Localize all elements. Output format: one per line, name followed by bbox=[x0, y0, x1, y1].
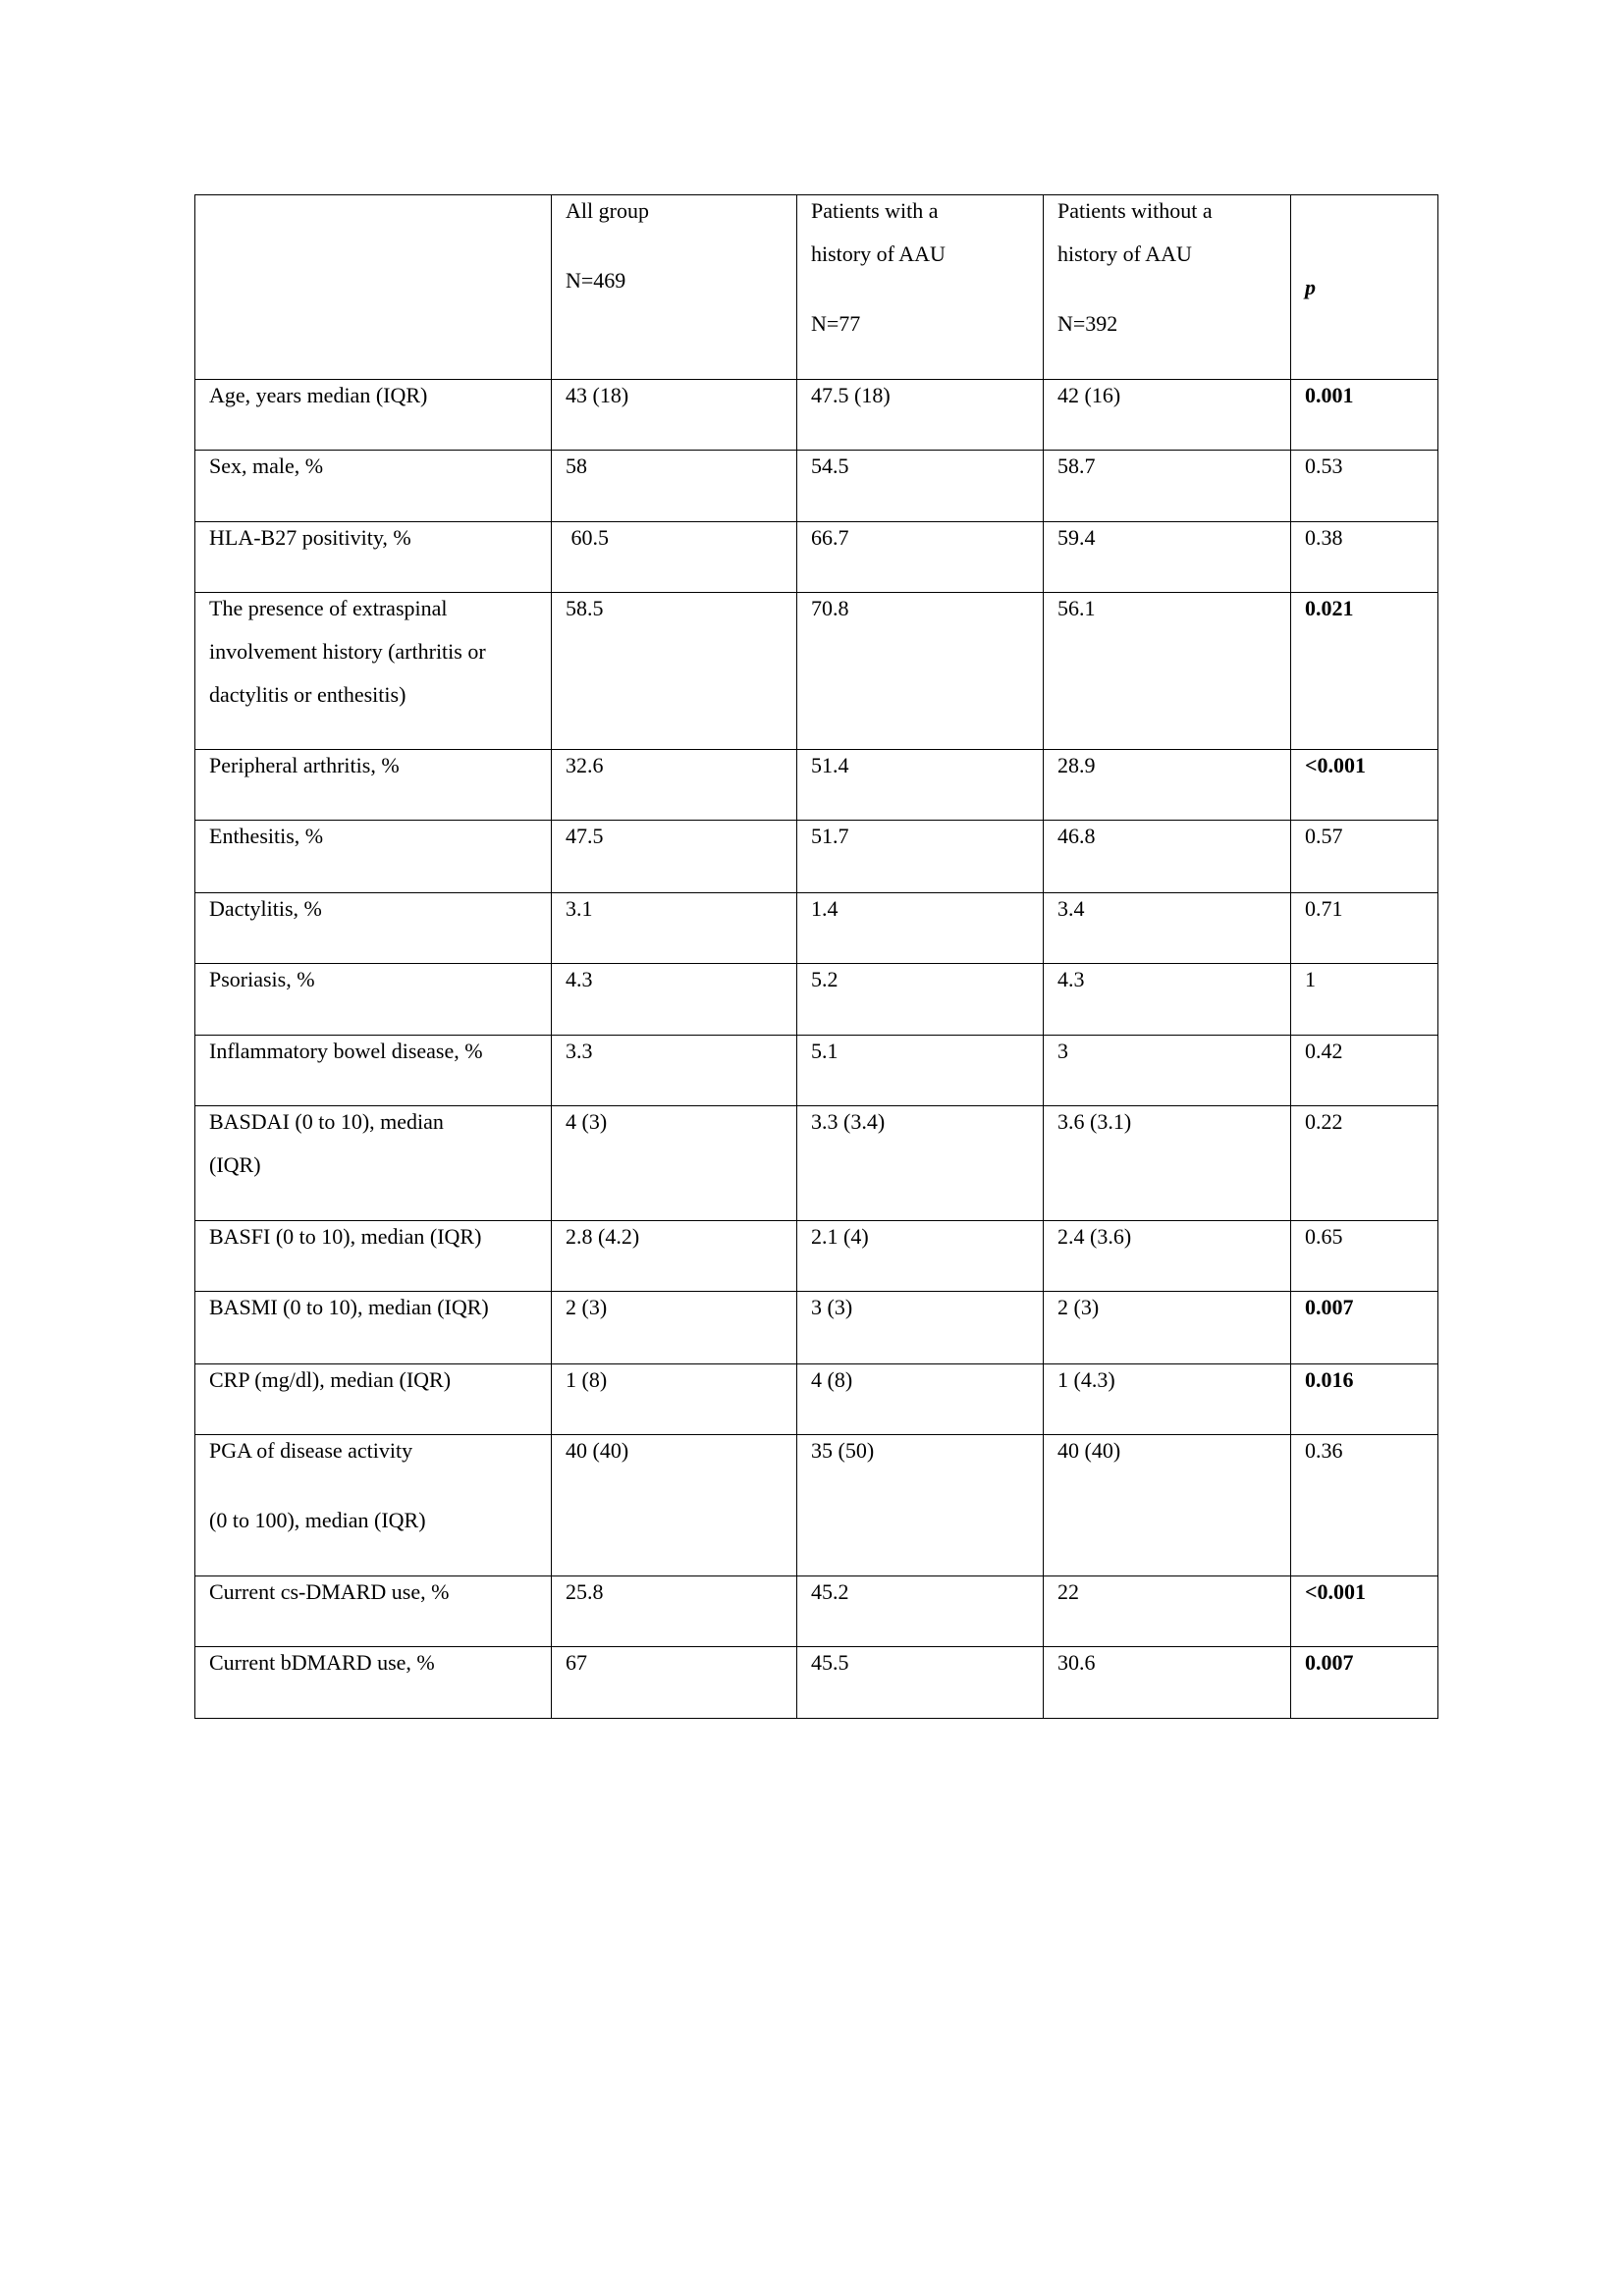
cell-with bbox=[797, 964, 1044, 1036]
table-row bbox=[195, 964, 1438, 1036]
cell-value: 3.3 bbox=[566, 1039, 593, 1063]
cell-all bbox=[552, 821, 797, 893]
cell-value: 3 bbox=[1057, 1039, 1068, 1063]
cell-value: 58 bbox=[566, 454, 587, 478]
text-line: Inflammatory bowel disease, % bbox=[209, 1039, 483, 1063]
cell-value: 1 bbox=[1305, 967, 1316, 991]
cell-all bbox=[552, 1292, 797, 1364]
cell-value: 45.5 bbox=[811, 1650, 849, 1675]
cell-value: 0.53 bbox=[1305, 454, 1343, 478]
cell-without bbox=[1044, 380, 1291, 451]
cell-p bbox=[1291, 964, 1438, 1036]
row-label bbox=[195, 451, 552, 522]
cell-with bbox=[797, 451, 1044, 522]
cell-p bbox=[1291, 1106, 1438, 1221]
table-row bbox=[195, 1106, 1438, 1221]
cell-value: 47.5 bbox=[566, 824, 604, 848]
row-label bbox=[195, 1292, 552, 1364]
cell-without bbox=[1044, 1364, 1291, 1435]
text-line: Peripheral arthritis, % bbox=[209, 753, 400, 777]
table-row bbox=[195, 1036, 1438, 1106]
text-line: involvement history (arthritis or bbox=[209, 639, 486, 664]
patient-characteristics-table bbox=[194, 194, 1438, 1719]
cell-value: 0.71 bbox=[1305, 896, 1343, 921]
cell-value: 4 (8) bbox=[811, 1367, 853, 1392]
text-line: N=392 bbox=[1057, 311, 1118, 336]
cell-value: 3.6 (3.1) bbox=[1057, 1109, 1132, 1134]
text-line: (0 to 100), median (IQR) bbox=[209, 1508, 426, 1532]
cell-all bbox=[552, 1364, 797, 1435]
cell-value: 4 (3) bbox=[566, 1109, 608, 1134]
cell-p bbox=[1291, 1576, 1438, 1647]
cell-all bbox=[552, 1221, 797, 1292]
text-line: BASFI (0 to 10), median (IQR) bbox=[209, 1224, 482, 1249]
table-row bbox=[195, 1221, 1438, 1292]
cell-without bbox=[1044, 1106, 1291, 1221]
cell-all bbox=[552, 1576, 797, 1647]
cell-with bbox=[797, 893, 1044, 964]
cell-value: 3.1 bbox=[566, 896, 593, 921]
row-label bbox=[195, 1647, 552, 1719]
cell-p bbox=[1291, 1221, 1438, 1292]
cell-value: 25.8 bbox=[566, 1579, 604, 1604]
text-line bbox=[209, 1472, 537, 1499]
cell-value: 0.021 bbox=[1305, 596, 1354, 620]
cell-value: 0.36 bbox=[1305, 1438, 1343, 1463]
cell-value: 43 (18) bbox=[566, 383, 629, 407]
cell-with bbox=[797, 1435, 1044, 1576]
text-line: All group bbox=[566, 198, 649, 223]
header-row bbox=[195, 195, 1438, 380]
cell-value: 0.65 bbox=[1305, 1224, 1343, 1249]
cell-value: 0.007 bbox=[1305, 1650, 1354, 1675]
text-line: (IQR) bbox=[209, 1152, 261, 1177]
cell-value: 2 (3) bbox=[566, 1295, 608, 1319]
text-line: BASDAI (0 to 10), median bbox=[209, 1109, 444, 1134]
cell-without bbox=[1044, 821, 1291, 893]
cell-p bbox=[1291, 1647, 1438, 1719]
table-row bbox=[195, 1576, 1438, 1647]
cell-without bbox=[1044, 593, 1291, 750]
cell-value: 2.1 (4) bbox=[811, 1224, 869, 1249]
table-row bbox=[195, 522, 1438, 593]
cell-value: 1.4 bbox=[811, 896, 839, 921]
text-line: HLA-B27 positivity, % bbox=[209, 525, 411, 550]
cell-without bbox=[1044, 1036, 1291, 1106]
cell-value: 47.5 (18) bbox=[811, 383, 891, 407]
row-label bbox=[195, 1036, 552, 1106]
cell-value: <0.001 bbox=[1305, 753, 1367, 777]
cell-value: 2.4 (3.6) bbox=[1057, 1224, 1132, 1249]
cell-value: 0.42 bbox=[1305, 1039, 1343, 1063]
cell-all bbox=[552, 964, 797, 1036]
cell-all bbox=[552, 1106, 797, 1221]
cell-all bbox=[552, 522, 797, 593]
text-line bbox=[811, 276, 1029, 302]
cell-p bbox=[1291, 380, 1438, 451]
cell-value: 67 bbox=[566, 1650, 587, 1675]
cell-without bbox=[1044, 1435, 1291, 1576]
cell-without bbox=[1044, 1576, 1291, 1647]
cell-without bbox=[1044, 522, 1291, 593]
table-row bbox=[195, 1435, 1438, 1576]
row-label bbox=[195, 964, 552, 1036]
cell-value: 54.5 bbox=[811, 454, 849, 478]
cell-with bbox=[797, 1364, 1044, 1435]
cell-value: 1 (8) bbox=[566, 1367, 608, 1392]
cell-p bbox=[1291, 1364, 1438, 1435]
cell-with bbox=[797, 1292, 1044, 1364]
cell-value: 1 (4.3) bbox=[1057, 1367, 1115, 1392]
row-label bbox=[195, 750, 552, 821]
text-line bbox=[566, 233, 783, 259]
cell-with bbox=[797, 522, 1044, 593]
cell-all bbox=[552, 1036, 797, 1106]
cell-value: 45.2 bbox=[811, 1579, 849, 1604]
p-header-label: p bbox=[1305, 274, 1316, 299]
cell-without bbox=[1044, 750, 1291, 821]
cell-value: 4.3 bbox=[566, 967, 593, 991]
cell-all bbox=[552, 380, 797, 451]
cell-value: 0.38 bbox=[1305, 525, 1343, 550]
cell-value: 28.9 bbox=[1057, 753, 1096, 777]
cell-value: 40 (40) bbox=[1057, 1438, 1121, 1463]
table-row bbox=[195, 380, 1438, 451]
cell-with bbox=[797, 593, 1044, 750]
cell-with bbox=[797, 1647, 1044, 1719]
cell-value: 30.6 bbox=[1057, 1650, 1096, 1675]
cell-value: 2 (3) bbox=[1057, 1295, 1100, 1319]
text-line: BASMI (0 to 10), median (IQR) bbox=[209, 1295, 489, 1319]
cell-value: 3 (3) bbox=[811, 1295, 853, 1319]
header-all-group bbox=[552, 195, 797, 380]
table-row bbox=[195, 451, 1438, 522]
cell-value: 5.2 bbox=[811, 967, 839, 991]
cell-all bbox=[552, 451, 797, 522]
text-line: CRP (mg/dl), median (IQR) bbox=[209, 1367, 452, 1392]
cell-value: 59.4 bbox=[1057, 525, 1096, 550]
cell-without bbox=[1044, 964, 1291, 1036]
text-line: Current cs-DMARD use, % bbox=[209, 1579, 450, 1604]
header-empty-cell bbox=[195, 195, 552, 380]
cell-value: <0.001 bbox=[1305, 1579, 1367, 1604]
row-label bbox=[195, 1221, 552, 1292]
cell-value: 66.7 bbox=[811, 525, 849, 550]
row-label bbox=[195, 1576, 552, 1647]
table-row bbox=[195, 893, 1438, 964]
header-without-aau bbox=[1044, 195, 1291, 380]
text-line: Psoriasis, % bbox=[209, 967, 315, 991]
cell-value: 0.57 bbox=[1305, 824, 1343, 848]
cell-value: 42 (16) bbox=[1057, 383, 1121, 407]
cell-value: 32.6 bbox=[566, 753, 604, 777]
text-line: Sex, male, % bbox=[209, 454, 324, 478]
text-line: history of AAU bbox=[811, 241, 946, 266]
cell-value: 5.1 bbox=[811, 1039, 839, 1063]
table-row bbox=[195, 1647, 1438, 1719]
cell-value: 3.3 (3.4) bbox=[811, 1109, 886, 1134]
text-line: Current bDMARD use, % bbox=[209, 1650, 435, 1675]
cell-without bbox=[1044, 1221, 1291, 1292]
cell-p bbox=[1291, 893, 1438, 964]
cell-all bbox=[552, 750, 797, 821]
cell-p bbox=[1291, 593, 1438, 750]
row-label bbox=[195, 1364, 552, 1435]
cell-with bbox=[797, 1576, 1044, 1647]
text-line: Age, years median (IQR) bbox=[209, 383, 428, 407]
text-line: Dactylitis, % bbox=[209, 896, 322, 921]
cell-with bbox=[797, 1036, 1044, 1106]
cell-value: 40 (40) bbox=[566, 1438, 629, 1463]
row-label bbox=[195, 821, 552, 893]
header-with-aau bbox=[797, 195, 1044, 380]
cell-p bbox=[1291, 750, 1438, 821]
text-line: The presence of extraspinal bbox=[209, 596, 448, 620]
text-line bbox=[1057, 276, 1276, 302]
cell-value: 46.8 bbox=[1057, 824, 1096, 848]
text-line: Enthesitis, % bbox=[209, 824, 324, 848]
row-label bbox=[195, 522, 552, 593]
cell-all bbox=[552, 1435, 797, 1576]
header-p-value bbox=[1291, 195, 1438, 380]
row-label bbox=[195, 593, 552, 750]
cell-with bbox=[797, 1221, 1044, 1292]
cell-value: 58.5 bbox=[566, 596, 604, 620]
cell-value: 4.3 bbox=[1057, 967, 1085, 991]
table-row bbox=[195, 1292, 1438, 1364]
cell-without bbox=[1044, 1647, 1291, 1719]
cell-p bbox=[1291, 1036, 1438, 1106]
cell-value: 35 (50) bbox=[811, 1438, 875, 1463]
cell-value: 3.4 bbox=[1057, 896, 1085, 921]
text-line: PGA of disease activity bbox=[209, 1438, 413, 1463]
row-label bbox=[195, 893, 552, 964]
text-line: Patients with a bbox=[811, 198, 939, 223]
cell-value: 0.001 bbox=[1305, 383, 1354, 407]
cell-with bbox=[797, 380, 1044, 451]
cell-value: 2.8 (4.2) bbox=[566, 1224, 640, 1249]
table-row bbox=[195, 821, 1438, 893]
cell-value: 22 bbox=[1057, 1579, 1079, 1604]
cell-value: 58.7 bbox=[1057, 454, 1096, 478]
cell-with bbox=[797, 821, 1044, 893]
cell-value: 0.016 bbox=[1305, 1367, 1354, 1392]
cell-p bbox=[1291, 522, 1438, 593]
text-line: N=77 bbox=[811, 311, 861, 336]
row-label bbox=[195, 1106, 552, 1221]
cell-without bbox=[1044, 1292, 1291, 1364]
row-label bbox=[195, 1435, 552, 1576]
cell-value: 56.1 bbox=[1057, 596, 1096, 620]
cell-value: 70.8 bbox=[811, 596, 849, 620]
cell-all bbox=[552, 1647, 797, 1719]
cell-all bbox=[552, 593, 797, 750]
cell-value: 0.007 bbox=[1305, 1295, 1354, 1319]
cell-p bbox=[1291, 1435, 1438, 1576]
cell-with bbox=[797, 750, 1044, 821]
cell-p bbox=[1291, 1292, 1438, 1364]
cell-value: 51.4 bbox=[811, 753, 849, 777]
cell-value: 0.22 bbox=[1305, 1109, 1343, 1134]
cell-without bbox=[1044, 893, 1291, 964]
table-row bbox=[195, 1364, 1438, 1435]
row-label bbox=[195, 380, 552, 451]
cell-value: 51.7 bbox=[811, 824, 849, 848]
text-line: history of AAU bbox=[1057, 241, 1192, 266]
text-line: dactylitis or enthesitis) bbox=[209, 682, 406, 707]
cell-all bbox=[552, 893, 797, 964]
text-line: N=469 bbox=[566, 268, 626, 293]
cell-without bbox=[1044, 451, 1291, 522]
table-row bbox=[195, 593, 1438, 750]
cell-value: 60.5 bbox=[566, 525, 609, 550]
cell-p bbox=[1291, 451, 1438, 522]
table-row bbox=[195, 750, 1438, 821]
cell-with bbox=[797, 1106, 1044, 1221]
text-line: Patients without a bbox=[1057, 198, 1213, 223]
cell-p bbox=[1291, 821, 1438, 893]
